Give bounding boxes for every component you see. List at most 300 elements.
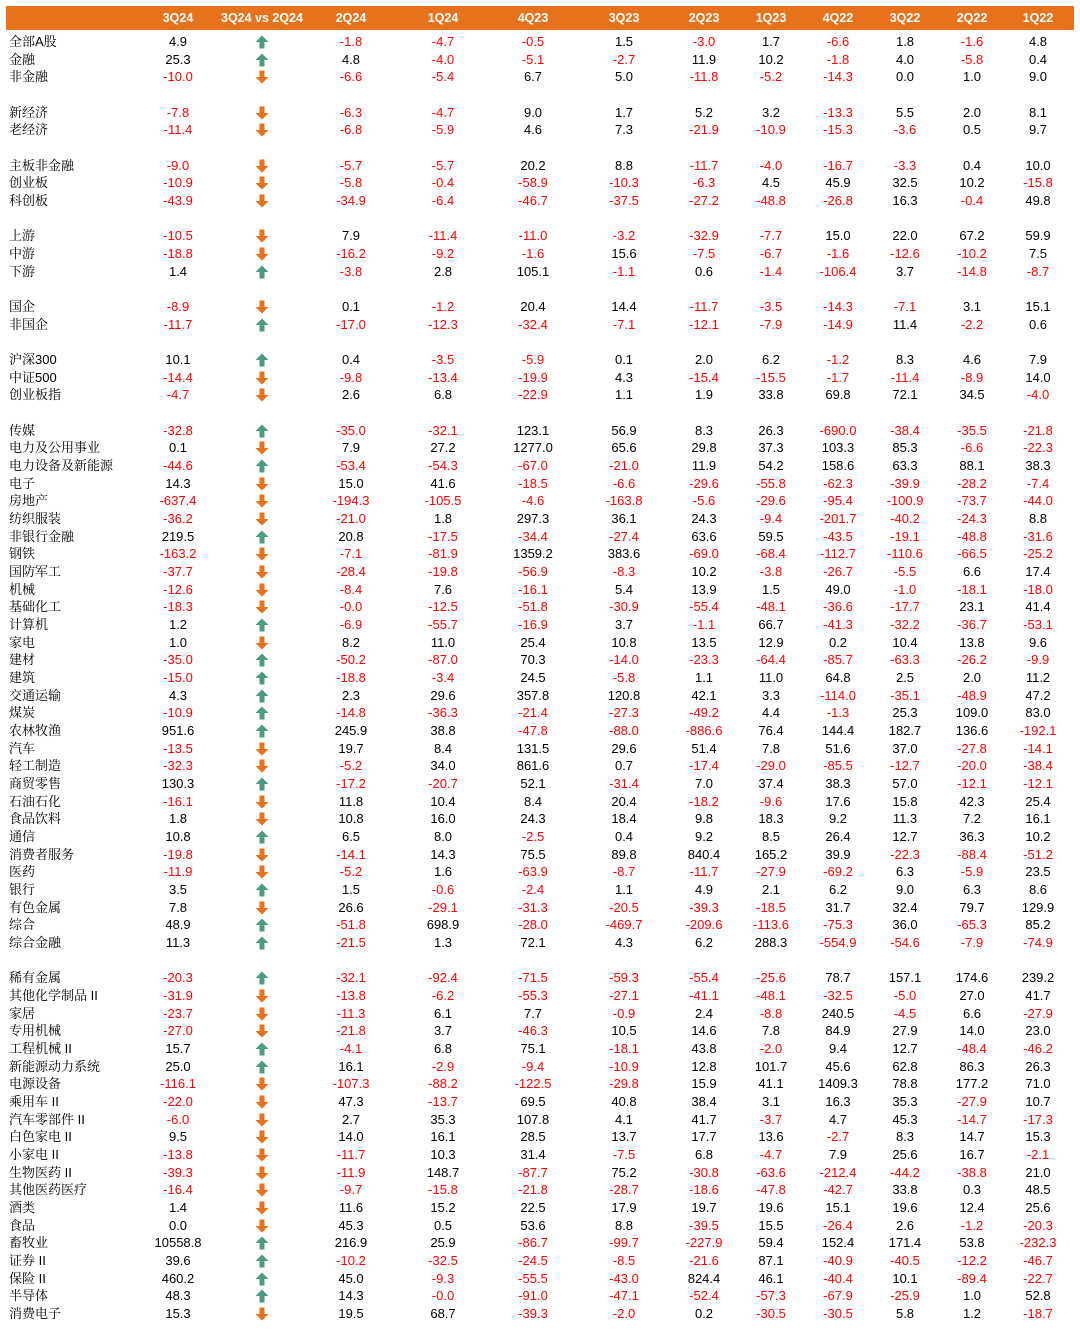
value-cell: 15.1 <box>1025 299 1051 314</box>
row-label: 综合金融 <box>9 934 62 950</box>
value-cell: -7.5 <box>612 1146 636 1162</box>
table-row <box>0 757 1080 775</box>
value-cell: 6.2 <box>828 881 848 897</box>
value-cell: -55.4 <box>689 970 719 986</box>
value-cell: -29.8 <box>609 1076 639 1092</box>
value-cell: -46.7 <box>518 193 548 208</box>
table-row <box>0 422 1080 440</box>
value-cell: 84.9 <box>825 1023 851 1039</box>
row-label: 汽车 <box>9 740 36 756</box>
value-cell: -18.5 <box>518 475 548 491</box>
value-cell: 4.9 <box>168 34 188 49</box>
value-cell: 25.6 <box>1025 1199 1051 1215</box>
table-row <box>0 68 1080 86</box>
value-cell: 8.4 <box>433 740 453 756</box>
row-label: 电源设备 <box>9 1076 62 1092</box>
value-cell: -4.6 <box>521 493 545 509</box>
value-cell: -18.8 <box>336 669 366 685</box>
value-cell: 6.5 <box>341 828 361 844</box>
value-cell: 7.9 <box>828 1146 848 1162</box>
row-label: 农林牧渔 <box>9 722 62 738</box>
table-row <box>0 263 1080 281</box>
value-cell: -6.3 <box>692 175 716 191</box>
value-cell: 4.3 <box>614 934 634 950</box>
value-cell: 1.9 <box>694 387 714 403</box>
value-cell: -5.2 <box>339 864 363 880</box>
value-cell: -56.9 <box>518 564 548 579</box>
value-cell: 10.2 <box>758 51 784 67</box>
table-row <box>0 157 1080 175</box>
value-cell: -11.8 <box>689 69 719 85</box>
value-cell: 10.8 <box>338 811 364 827</box>
value-cell: 17.6 <box>825 793 851 809</box>
value-cell: 16.7 <box>959 1146 985 1162</box>
value-cell: 0.5 <box>962 122 982 138</box>
value-cell: -23.7 <box>163 1005 193 1021</box>
value-cell: -5.0 <box>893 987 917 1003</box>
value-cell: 6.1 <box>433 1005 453 1021</box>
value-cell: 109.0 <box>955 705 989 721</box>
table-row <box>0 581 1080 599</box>
value-cell: 16.1 <box>1025 811 1051 827</box>
value-cell: 68.7 <box>430 1305 456 1321</box>
value-cell: 8.5 <box>761 828 781 844</box>
value-cell: -1.2 <box>960 1217 984 1233</box>
value-cell: -73.7 <box>957 493 987 509</box>
value-cell: -55.3 <box>518 987 548 1003</box>
value-cell: -74.9 <box>1023 934 1053 950</box>
value-cell: 8.8 <box>614 1217 634 1233</box>
value-cell: 7.5 <box>1028 246 1048 261</box>
row-label: 沪深300 <box>9 352 57 367</box>
value-cell: 41.4 <box>1025 599 1051 615</box>
value-cell: -2.9 <box>431 1058 455 1074</box>
value-cell: -6.6 <box>960 440 984 456</box>
row-label: 有色金属 <box>9 899 62 915</box>
row-label: 电力及公用事业 <box>9 440 101 456</box>
table-row <box>0 1234 1080 1252</box>
value-cell: 2.0 <box>962 669 982 685</box>
table-row <box>0 51 1080 69</box>
value-cell: -9.3 <box>431 1270 455 1286</box>
value-cell: 6.8 <box>433 1040 453 1056</box>
table-row <box>0 475 1080 493</box>
value-cell: 120.8 <box>607 687 641 703</box>
value-cell: -0.5 <box>521 34 545 49</box>
value-cell: 23.0 <box>1025 1023 1051 1039</box>
value-cell: -18.1 <box>609 1040 639 1056</box>
value-cell: 1.5 <box>614 34 634 49</box>
value-cell: -50.2 <box>336 652 366 668</box>
value-cell: 69.8 <box>825 387 851 403</box>
value-cell: 15.8 <box>892 793 918 809</box>
value-cell: -46.7 <box>1023 1252 1053 1268</box>
value-cell: 25.3 <box>165 51 191 67</box>
value-cell: -22.9 <box>518 387 548 403</box>
value-cell: -46.2 <box>1023 1040 1053 1056</box>
value-cell: -11.9 <box>163 864 193 880</box>
value-cell: -21.8 <box>518 1182 548 1198</box>
value-cell: 2.3 <box>341 687 361 703</box>
value-cell: -88.4 <box>957 846 987 862</box>
value-cell: -51.2 <box>1023 846 1053 862</box>
table-row <box>0 669 1080 687</box>
value-cell: -38.4 <box>890 422 920 438</box>
value-cell: -6.6 <box>612 475 636 491</box>
value-cell: -1.0 <box>893 581 917 597</box>
value-cell: 16.1 <box>430 1129 456 1145</box>
value-cell: 0.1 <box>341 299 361 314</box>
value-cell: -8.7 <box>1026 263 1050 279</box>
value-cell: 3.7 <box>433 1023 453 1039</box>
value-cell: -21.5 <box>336 934 366 950</box>
value-cell: -11.9 <box>336 1164 366 1180</box>
value-cell: -27.1 <box>609 987 639 1003</box>
value-cell: -41.3 <box>823 616 853 632</box>
column-header: 2Q23 <box>688 11 720 25</box>
value-cell: 51.4 <box>691 740 717 756</box>
value-cell: 8.6 <box>1028 881 1048 897</box>
value-cell: 63.3 <box>892 458 918 473</box>
value-cell: -7.5 <box>692 246 716 261</box>
value-cell: -15.0 <box>163 669 193 685</box>
value-cell: -5.9 <box>521 352 545 367</box>
value-cell: -14.3 <box>823 299 853 314</box>
value-cell: 4.6 <box>523 122 543 138</box>
value-cell: -14.3 <box>823 69 853 85</box>
value-cell: 0.4 <box>341 352 361 367</box>
value-cell: 131.5 <box>516 740 550 756</box>
value-cell: -41.1 <box>689 987 719 1003</box>
value-cell: 16.3 <box>892 193 918 208</box>
value-cell: -1.6 <box>960 34 984 49</box>
row-label: 汽车零部件 II <box>9 1111 85 1127</box>
value-cell: -63.6 <box>756 1164 786 1180</box>
value-cell: -40.2 <box>890 511 920 526</box>
value-cell: -25.6 <box>756 970 786 986</box>
value-cell: -163.8 <box>605 493 643 509</box>
value-cell: -5.8 <box>339 175 363 191</box>
value-cell: -106.4 <box>819 263 857 279</box>
value-cell: -3.6 <box>893 122 917 138</box>
value-cell: -0.0 <box>339 599 363 615</box>
value-cell: 3.7 <box>895 263 915 279</box>
value-cell: 63.6 <box>691 528 717 544</box>
value-cell: 14.6 <box>691 1023 717 1039</box>
row-label: 建筑 <box>9 669 36 685</box>
value-cell: -17.7 <box>890 599 920 615</box>
value-cell: 43.8 <box>691 1040 717 1056</box>
value-cell: 4.3 <box>168 687 188 703</box>
value-cell: -68.4 <box>756 546 786 562</box>
value-cell: 37.4 <box>758 775 784 791</box>
value-cell: 78.8 <box>892 1076 918 1092</box>
value-cell: 0.0 <box>895 69 915 85</box>
value-cell: 59.5 <box>758 528 784 544</box>
value-cell: 45.3 <box>892 1111 918 1127</box>
value-cell: 22.0 <box>892 228 918 244</box>
row-label: 石油石化 <box>9 793 62 809</box>
row-label: 专用机械 <box>9 1023 62 1039</box>
value-cell: -67.0 <box>518 458 548 473</box>
row-label: 纺织服装 <box>9 511 62 526</box>
value-cell: -8.7 <box>612 864 636 880</box>
value-cell: 297.3 <box>516 511 550 526</box>
value-cell: -31.3 <box>518 899 548 915</box>
value-cell: 36.0 <box>892 917 918 933</box>
value-cell: -11.4 <box>890 369 920 385</box>
value-cell: -27.2 <box>689 193 719 208</box>
table-row <box>0 351 1080 369</box>
value-cell: 8.4 <box>523 793 543 809</box>
value-cell: -9.4 <box>759 511 783 526</box>
value-cell: -20.3 <box>1023 1217 1053 1233</box>
value-cell: 129.9 <box>1021 899 1055 915</box>
value-cell: 101.7 <box>754 1058 788 1074</box>
value-cell: -4.7 <box>759 1146 783 1162</box>
value-cell: -8.3 <box>612 564 636 579</box>
value-cell: 13.9 <box>691 581 717 597</box>
value-cell: -8.9 <box>166 299 190 314</box>
value-cell: 48.3 <box>165 1288 191 1304</box>
value-cell: 24.5 <box>520 669 546 685</box>
value-cell: -7.8 <box>166 104 190 120</box>
table-row <box>0 916 1080 934</box>
column-header: 3Q22 <box>889 11 921 25</box>
value-cell: 46.1 <box>758 1270 784 1286</box>
value-cell: -40.4 <box>823 1270 853 1286</box>
value-cell: -47.1 <box>609 1288 639 1304</box>
value-cell: -35.0 <box>336 422 366 438</box>
value-cell: -86.7 <box>518 1235 548 1251</box>
value-cell: -59.3 <box>609 970 639 986</box>
value-cell: -18.5 <box>756 899 786 915</box>
value-cell: -19.8 <box>163 846 193 862</box>
value-cell: -6.3 <box>339 104 363 120</box>
value-cell: -1.1 <box>692 616 716 632</box>
value-cell: 10.1 <box>165 352 191 367</box>
value-cell: 0.4 <box>1028 51 1048 67</box>
value-cell: -232.3 <box>1019 1235 1057 1251</box>
value-cell: -63.3 <box>890 652 920 668</box>
value-cell: 38.4 <box>691 1093 717 1109</box>
value-cell: 152.4 <box>821 1235 855 1251</box>
table-row <box>0 492 1080 510</box>
row-label: 全部A股 <box>9 34 57 49</box>
value-cell: -6.6 <box>339 69 363 85</box>
table-row <box>0 298 1080 316</box>
table-row <box>0 881 1080 899</box>
value-cell: -1.8 <box>826 51 850 67</box>
value-cell: -12.1 <box>689 316 719 332</box>
row-label: 传媒 <box>9 422 36 438</box>
value-cell: 42.1 <box>691 687 717 703</box>
value-cell: -6.0 <box>166 1111 190 1127</box>
value-cell: 0.3 <box>962 1182 982 1198</box>
value-cell: -69.2 <box>823 864 853 880</box>
value-cell: 15.2 <box>430 1199 456 1215</box>
row-label: 建材 <box>9 652 36 668</box>
value-cell: -12.6 <box>890 246 920 261</box>
row-label: 工程机械 II <box>9 1040 72 1056</box>
value-cell: 23.5 <box>1025 864 1051 880</box>
value-cell: 4.1 <box>614 1111 634 1127</box>
table-row <box>0 192 1080 210</box>
value-cell: 13.6 <box>758 1129 784 1145</box>
value-cell: 15.6 <box>611 246 637 261</box>
value-cell: 9.2 <box>828 811 848 827</box>
value-cell: -9.2 <box>431 246 455 261</box>
value-cell: 3.1 <box>962 299 982 314</box>
value-cell: 75.5 <box>520 846 546 862</box>
value-cell: 14.0 <box>959 1023 985 1039</box>
value-cell: 2.6 <box>341 387 361 403</box>
value-cell: -54.3 <box>428 458 458 473</box>
value-cell: -47.8 <box>518 722 548 738</box>
row-label: 上游 <box>9 228 36 244</box>
value-cell: 26.3 <box>758 422 784 438</box>
value-cell: 240.5 <box>821 1005 855 1021</box>
value-cell: 11.6 <box>338 1199 364 1215</box>
value-cell: -3.8 <box>339 263 363 279</box>
row-label: 国防军工 <box>9 564 62 579</box>
value-cell: -32.1 <box>428 422 458 438</box>
value-cell: -32.8 <box>163 422 193 438</box>
value-cell: -6.9 <box>339 616 363 632</box>
value-cell: -27.8 <box>957 740 987 756</box>
value-cell: 2.1 <box>761 881 781 897</box>
value-cell: -4.7 <box>431 104 455 120</box>
value-cell: 1409.3 <box>818 1076 858 1092</box>
value-cell: -13.5 <box>163 740 193 756</box>
value-cell: 245.9 <box>334 722 368 738</box>
table-row <box>0 740 1080 758</box>
value-cell: 14.0 <box>338 1129 364 1145</box>
value-cell: -10.9 <box>163 705 193 721</box>
value-cell: -14.7 <box>957 1111 987 1127</box>
value-cell: 79.7 <box>959 899 985 915</box>
value-cell: -48.1 <box>756 599 786 615</box>
value-cell: -11.3 <box>336 1005 366 1021</box>
value-cell: 25.4 <box>1025 793 1051 809</box>
value-cell: 45.6 <box>825 1058 851 1074</box>
value-cell: 25.4 <box>520 634 546 650</box>
value-cell: -5.9 <box>960 864 984 880</box>
value-cell: -2.7 <box>826 1129 850 1145</box>
value-cell: -47.8 <box>756 1182 786 1198</box>
value-cell: -5.8 <box>612 669 636 685</box>
value-cell: 1.1 <box>614 387 634 403</box>
value-cell: 7.8 <box>761 1023 781 1039</box>
value-cell: 103.3 <box>821 440 855 456</box>
value-cell: -14.0 <box>609 652 639 668</box>
value-cell: 10.8 <box>165 828 191 844</box>
value-cell: -209.6 <box>685 917 723 933</box>
value-cell: 9.2 <box>694 828 714 844</box>
row-label: 乘用车 II <box>9 1093 59 1109</box>
value-cell: -112.7 <box>820 546 856 562</box>
row-label: 非国企 <box>9 316 49 332</box>
value-cell: 107.8 <box>516 1111 550 1127</box>
value-cell: 35.3 <box>430 1111 456 1127</box>
row-label: 商贸零售 <box>9 775 62 791</box>
value-cell: 53.8 <box>959 1235 985 1251</box>
value-cell: 78.7 <box>825 970 851 986</box>
value-cell: 15.3 <box>165 1305 191 1321</box>
value-cell: -15.8 <box>1023 175 1053 191</box>
value-cell: 0.4 <box>614 828 634 844</box>
value-cell: 4.5 <box>761 175 781 191</box>
value-cell: -39.3 <box>518 1305 548 1321</box>
value-cell: -28.7 <box>609 1182 639 1198</box>
value-cell: 24.3 <box>691 511 717 526</box>
value-cell: -17.0 <box>336 316 366 332</box>
value-cell: 1.8 <box>895 34 915 49</box>
row-label: 小家电 II <box>9 1146 59 1162</box>
value-cell: -67.9 <box>823 1288 853 1304</box>
value-cell: -100.9 <box>886 493 924 509</box>
value-cell: -5.7 <box>339 157 363 173</box>
value-cell: -9.7 <box>339 1182 363 1198</box>
value-cell: 357.8 <box>516 687 550 703</box>
value-cell: -113.6 <box>753 917 789 933</box>
value-cell: -39.5 <box>689 1217 719 1233</box>
column-header: 4Q23 <box>517 11 549 25</box>
value-cell: -212.4 <box>819 1164 857 1180</box>
value-cell: 40.8 <box>611 1093 637 1109</box>
value-cell: 27.0 <box>959 987 985 1003</box>
value-cell: -11.4 <box>163 122 193 138</box>
value-cell: 20.8 <box>338 528 364 544</box>
value-cell: 11.8 <box>338 793 364 809</box>
value-cell: -16.9 <box>518 616 548 632</box>
value-cell: 951.6 <box>161 722 195 738</box>
value-cell: 6.6 <box>962 564 982 579</box>
value-cell: -6.6 <box>826 34 850 49</box>
value-cell: 11.9 <box>691 51 717 67</box>
row-label: 交通运输 <box>9 687 62 703</box>
value-cell: -5.7 <box>431 157 455 173</box>
row-label: 新能源动力系统 <box>9 1058 101 1074</box>
value-cell: -39.9 <box>890 475 920 491</box>
value-cell: 85.2 <box>1025 917 1051 933</box>
value-cell: 88.1 <box>959 458 985 473</box>
value-cell: 9.0 <box>523 104 543 120</box>
table-row <box>0 1093 1080 1111</box>
value-cell: -51.8 <box>336 917 366 933</box>
value-cell: 66.7 <box>758 616 784 632</box>
value-cell: 89.8 <box>611 846 637 862</box>
value-cell: -18.8 <box>163 246 193 261</box>
value-cell: 7.2 <box>962 811 982 827</box>
value-cell: 123.1 <box>516 422 550 438</box>
value-cell: 8.8 <box>1028 511 1048 526</box>
value-cell: 10.0 <box>1025 157 1051 173</box>
value-cell: -105.5 <box>424 493 462 509</box>
value-cell: 2.4 <box>694 1005 714 1021</box>
value-cell: 76.4 <box>758 722 784 738</box>
value-cell: 3.3 <box>761 687 781 703</box>
row-label: 机械 <box>9 581 36 597</box>
value-cell: 9.5 <box>168 1129 188 1145</box>
table-row <box>0 1128 1080 1146</box>
value-cell: -27.4 <box>609 528 639 544</box>
value-cell: 59.4 <box>758 1235 784 1251</box>
value-cell: 36.1 <box>611 511 637 526</box>
value-cell: 15.9 <box>691 1076 717 1092</box>
value-cell: -18.3 <box>163 599 193 615</box>
value-cell: 5.0 <box>614 69 634 85</box>
